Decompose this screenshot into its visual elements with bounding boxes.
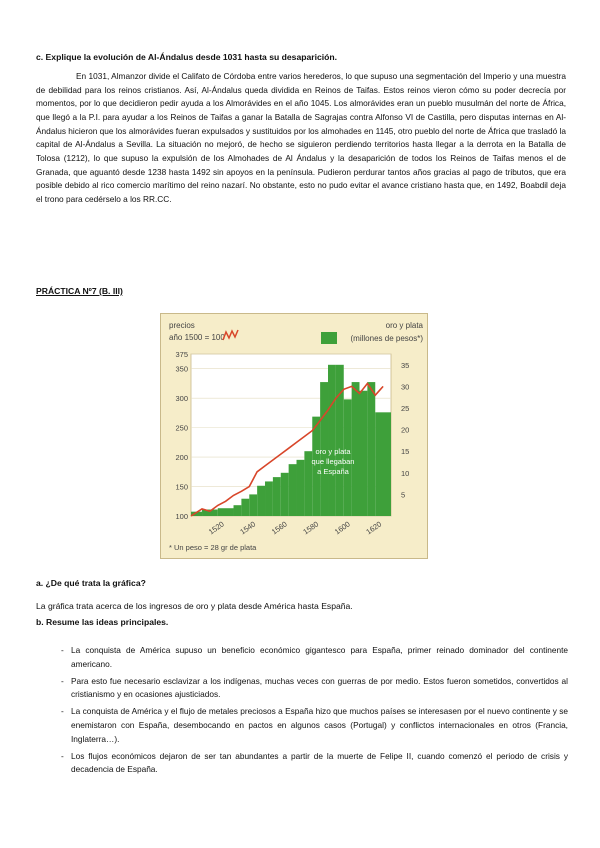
annotation-line-2: que llegaban: [311, 457, 355, 466]
question-b-heading: b. Resume las ideas principales.: [36, 617, 169, 627]
question-c-heading: c. Explique la evolución de Al-Ándalus desde 1031 hasta su desaparición.: [36, 52, 338, 62]
left-tick-label: 375: [175, 350, 188, 359]
annotation-line-1: oro y plata: [315, 447, 351, 456]
annotation-line-3: a España: [317, 467, 349, 476]
list-item: - La conquista de América supuso un beneficio económico gigantesco para España, primer reinado dominador del continente americano.: [61, 645, 568, 669]
bar: [352, 382, 360, 516]
right-axis-ticks: [401, 361, 409, 500]
right-tick-label: 30: [401, 382, 410, 392]
bar: [336, 365, 344, 516]
bullet-text: La conquista de América supuso un beneficio económico gigantesco para España, primer reinado dominador del continente americano.: [71, 645, 568, 669]
left-tick-label: 350: [175, 364, 188, 374]
bar: [218, 508, 234, 516]
left-tick-label: 200: [175, 453, 188, 463]
bullet-text: Para esto fue necesario esclavizar a los indígenas, muchas veces con guerras de por medio. Estos fueron sometidos, convertidos al cristianismo y en ocasiones ajusticiados.: [71, 675, 568, 700]
list-item: - La conquista de América y el flujo de metales preciosos a España hizo que muchos países se interesasen por el nuevo continente y se enemistaron con España, desembocando en pactos en algunos casos (Portugal) y conflictos internacionales en otros (Francia, Inglaterra…).: [61, 706, 568, 744]
price-line-legend-icon: [223, 330, 238, 340]
x-axis-ticks: [207, 519, 383, 536]
bars-annotation: [312, 447, 355, 476]
left-tick-label: 100: [175, 512, 188, 521]
bullet-text: Los flujos económicos dejaron de ser tan abundantes a partir de la muerte de Felipe II, cuando comenzó el periodo de crisis y decadencia de España.: [71, 750, 568, 775]
bar: [249, 494, 257, 516]
right-tick-label: 5: [401, 490, 406, 500]
right-tick-label: 10: [401, 468, 410, 478]
left-tick-label: 150: [175, 482, 188, 492]
al-andalus-paragraph: En 1031, Almanzor divide el Califato de Córdoba entre varios herederos, lo que supuso una segmentación del Imperio y una muestra de debilidad para los reinos cristianos. Así, Al-Ándalus queda dividida en Reinos de Taifas. Estos reinos vieron cómo su poder decrecía por momentos, por lo que decidieron pedir ayuda a los Almorávides en el año 1045. Los almorávides eran un pueblo musulmán del norte de África, que llegó a la P.I. para ayudar a los Reinos de Taifas a ganar la Batalla de Sagrajas contra Alfonso VI de Castilla, pero disputas internas en Al-Ándalus hicieron que los almorávides fueran expulsados y sustituidos por los almohades en 1145, otro pueblo del norte de África que trasladó la capital de Al-Ándalus a Sevilla. La situación no mejoró, de hecho se siguieron perdiendo territorios hasta llegar a la derrota en la Batalla de Tolosa (1212), lo que supuso la expulsión de los Almohades de Al Ándalus y la desaparición de todos los Reinos de Taifas menos el de Granada, que aguantó desde 1238 hasta 1492 sin apoyos en la península. Pudieron perdurar tantos años gracias al pago de tributos, que era posible debido al rico comercio marítimo del reino nazarí. No obstante, esto no pudo evitar el avance cristiano hasta que, en 1492, Boabdil deja el trono para cedérselo a los RR.CC.: [36, 71, 566, 204]
bar: [281, 473, 289, 516]
bar: [234, 505, 242, 516]
right-tick-label: 15: [401, 447, 410, 457]
left-axis-label-line2: año 1500 = 100: [169, 333, 225, 342]
list-item: - Para esto fue necesario esclavizar a los indígenas, muchas veces con guerras de por medio. Estos fueron sometidos, convertidos al cristianismo y en ocasiones ajusticiados.: [61, 675, 568, 700]
practica-title: PRÁCTICA Nº7 (B. III): [36, 286, 123, 296]
right-tick-label: 35: [401, 360, 410, 370]
chart-footnote: * Un peso = 28 gr de plata: [169, 543, 257, 552]
bar: [375, 412, 391, 516]
main-ideas-list: [53, 644, 568, 780]
answer-a-text: La gráfica trata acerca de los ingresos de oro y plata desde América hasta España.: [36, 601, 353, 611]
question-a-heading: a. ¿De qué trata la gráfica?: [36, 578, 146, 588]
bar: [328, 365, 336, 516]
left-axis-label-line1: precios: [169, 321, 195, 330]
right-tick-label: 20: [401, 425, 410, 435]
x-tick-label: 1580: [301, 519, 321, 537]
bars-legend-swatch: [321, 332, 337, 344]
bar: [367, 382, 375, 516]
bar: [297, 460, 305, 516]
left-tick-label: 250: [175, 423, 188, 433]
bar: [289, 464, 297, 516]
bar: [360, 391, 368, 516]
left-tick-label: 300: [175, 394, 188, 404]
bar: [265, 481, 273, 516]
chart-svg: [161, 314, 427, 558]
x-tick-label: 1520: [206, 519, 226, 537]
x-tick-label: 1600: [332, 519, 352, 537]
right-tick-label: 25: [401, 404, 410, 413]
left-axis-ticks: [175, 350, 188, 521]
gold-silver-chart: [160, 313, 428, 559]
x-tick-label: 1540: [238, 519, 258, 537]
right-axis-label-line1: oro y plata: [385, 321, 423, 330]
bullet-text: La conquista de América y el flujo de metales preciosos a España hizo que muchos países se interesasen por el nuevo continente y se enemistaron con España, desembocando en pactos en algunos casos (Portugal) y conflictos internacionales en otros (Francia, Inglaterra…).: [71, 706, 568, 744]
x-tick-label: 1620: [364, 519, 384, 537]
x-tick-label: 1560: [269, 519, 289, 537]
bar: [257, 486, 265, 516]
right-axis-label-line2: (millones de pesos*): [350, 334, 423, 343]
bar: [273, 477, 281, 516]
bar: [241, 499, 249, 516]
list-item: - Los flujos económicos dejaron de ser tan abundantes a partir de la muerte de Felipe II, cuando comenzó el periodo de crisis y decadencia de España.: [61, 750, 568, 775]
